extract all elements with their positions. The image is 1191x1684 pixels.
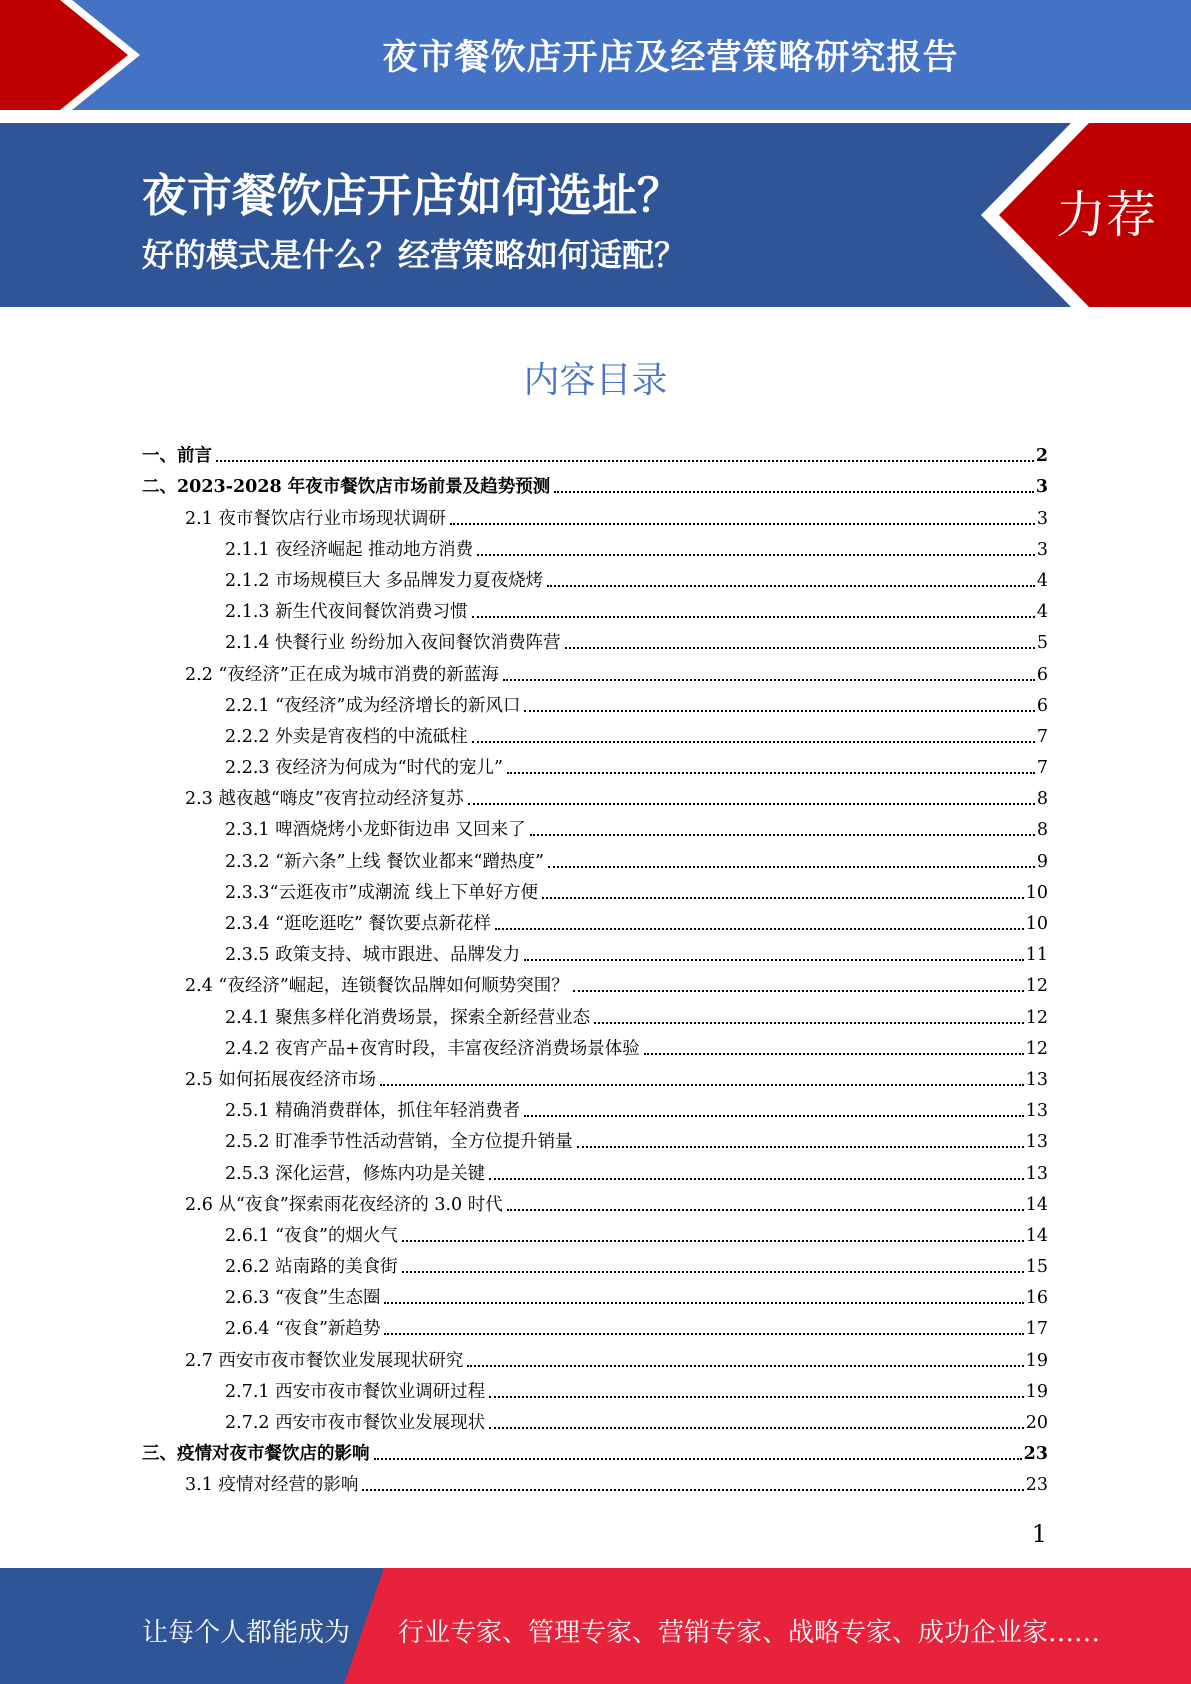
toc-entry-title: 2.1.4 快餐行业 纷纷加入夜间餐饮消费阵营 [225,633,561,654]
toc-entry-page: 9 [1036,851,1048,872]
top-header-bar [0,0,1191,110]
toc-entry-title: 2.3.1 啤酒烧烤小龙虾街边串 又回来了 [225,820,526,841]
toc-entry-page: 8 [1036,820,1048,841]
toc-entry[interactable] [142,1060,1048,1091]
toc-dot-leader [495,928,1024,930]
banner-headline: 夜市餐饮店开店如何选址？ [142,169,683,222]
toc-entry[interactable] [142,1091,1048,1122]
toc-entry[interactable] [142,935,1048,966]
toc-entry-title: 2.6.4 “夜食”新趋势 [225,1319,381,1340]
toc-entry-page: 12 [1025,976,1048,997]
toc-entry-title: 2.1 夜市餐饮店行业市场现状调研 [185,508,446,529]
toc-entry-page: 7 [1036,726,1048,747]
toc-dot-leader [573,990,1024,992]
page-number: 1 [1031,1520,1047,1548]
toc-dot-leader [472,741,1035,743]
toc-dot-leader [548,866,1035,868]
toc-dot-leader [565,647,1035,649]
toc-dot-leader [524,959,1024,961]
toc-entry-page: 20 [1025,1413,1048,1433]
toc-entry-title: 2.4.2 夜宵产品+夜宵时段，丰富夜经济消费场景体验 [225,1038,640,1059]
toc-entry-page: 11 [1025,945,1048,966]
toc-entry-title: 2.2 “夜经济”正在成为城市消费的新蓝海 [185,664,499,685]
toc-entry[interactable] [142,1029,1048,1060]
toc-entry[interactable] [142,904,1048,935]
toc-entry[interactable] [142,997,1048,1028]
toc-entry[interactable] [142,1122,1048,1153]
toc-dot-leader [362,1489,1023,1491]
toc-entry[interactable] [142,1372,1048,1403]
toc-entry-page: 16 [1025,1288,1048,1309]
toc-entry-page: 10 [1025,914,1048,934]
toc-entry-page: 7 [1036,758,1048,779]
toc-entry-title: 2.4 “夜经济”崛起，连锁餐饮品牌如何顺势突围？ [185,976,569,997]
toc-entry[interactable] [142,810,1048,841]
toc-entry[interactable] [142,1403,1048,1434]
footer-banner [0,1568,1191,1684]
toc-entry-title: 一、前言 [142,446,212,467]
toc-entry-title: 二、2023-2028 年夜市餐饮店市场前景及趋势预测 [142,477,551,498]
toc-entry[interactable] [142,530,1048,561]
toc-entry[interactable] [142,623,1048,654]
toc-entry-page: 15 [1025,1257,1048,1278]
toc-entry-page: 13 [1025,1101,1048,1122]
toc-entry-title: 2.6.1 “夜食”的烟火气 [225,1225,398,1246]
toc-entry[interactable] [142,841,1048,872]
toc-entry-title: 2.2.1 “夜经济”成为经济增长的新风口 [225,695,521,716]
toc-entry[interactable] [142,1216,1048,1247]
red-chevron-icon [0,0,160,110]
toc-dot-leader [524,1115,1024,1117]
toc-entry-page: 19 [1025,1381,1048,1402]
toc-entry-page: 13 [1025,1163,1048,1184]
toc-dot-leader [467,1365,1023,1367]
toc-dot-leader [507,772,1035,774]
toc-entry-page: 2 [1035,446,1048,467]
toc-entry-page: 4 [1036,570,1048,591]
footer-slogan-right: 行业专家、管理专家、营销专家、战略专家、成功企业家…… [398,1618,1101,1648]
footer-slogan-left: 让每个人都能成为 [142,1618,351,1648]
toc-entry-page: 14 [1025,1225,1048,1246]
toc-entry-title: 2.5.2 盯准季节性活动营销，全方位提升销量 [225,1132,573,1153]
banner-subheadline: 好的模式是什么？经营策略如何适配？ [142,236,687,274]
toc-entry[interactable] [142,686,1048,717]
toc-dot-leader [402,1271,1024,1273]
toc-entry-title: 2.1.1 夜经济崛起 推动地方消费 [225,539,474,560]
toc-dot-leader [402,1240,1024,1242]
toc-dot-leader [384,1302,1023,1304]
toc-entry-page: 23 [1023,1444,1048,1465]
toc-entry-title: 2.4.1 聚焦多样化消费场景，探索全新经营业态 [225,1007,591,1028]
toc-dot-leader [577,1146,1024,1148]
toc-entry-page: 17 [1025,1319,1048,1340]
toc-entry[interactable] [142,1309,1048,1340]
toc-dot-leader [489,1178,1024,1180]
toc-entry-page: 3 [1036,508,1048,529]
toc-entry[interactable] [142,654,1048,685]
toc-entry-page: 8 [1036,789,1048,810]
toc-dot-leader [450,523,1035,525]
toc-entry-title: 2.7.1 西安市夜市餐饮业调研过程 [225,1381,486,1402]
toc-entry[interactable] [142,436,1048,467]
toc-entry[interactable] [142,748,1048,779]
toc-entry-page: 23 [1025,1475,1048,1496]
toc-entry-title: 2.3 越夜越“嗨皮”夜宵拉动经济复苏 [185,789,464,810]
toc-entry[interactable] [142,1278,1048,1309]
toc-entry-title: 2.5.3 深化运营，修炼内功是关键 [225,1163,486,1184]
toc-dot-leader [524,710,1034,712]
toc-entry-title: 2.6.2 站南路的美食街 [225,1257,398,1278]
toc-entry[interactable] [142,592,1048,623]
toc-entry-title: 2.2.2 外卖是宵夜档的中流砥柱 [225,726,468,747]
toc-entry-page: 19 [1025,1350,1048,1371]
toc-entry[interactable] [142,873,1048,904]
title-banner [0,123,1191,307]
toc-entry-title: 2.1.3 新生代夜间餐饮消费习惯 [225,602,468,623]
toc-entry-page: 6 [1036,695,1048,716]
toc-entry[interactable] [142,1247,1048,1278]
toc-entry-page: 13 [1025,1132,1048,1153]
toc-entry[interactable] [142,498,1048,529]
toc-dot-leader [507,1209,1024,1211]
toc-entry-title: 2.6 从“夜食”探索雨花夜经济的 3.0 时代 [185,1194,503,1215]
toc-dot-leader [374,1458,1022,1460]
toc-entry-page: 13 [1025,1069,1048,1090]
toc-entry-title: 2.5.1 精确消费群体，抓住年轻消费者 [225,1101,521,1122]
toc-entry-page: 10 [1025,882,1048,903]
toc-entry[interactable] [142,779,1048,810]
toc-dot-leader [547,585,1035,587]
toc-entry-page: 3 [1035,477,1048,498]
toc-dot-leader [477,554,1035,556]
toc-entry[interactable] [142,1340,1048,1371]
toc-entry-page: 4 [1036,602,1048,623]
toc-entry-title: 2.3.5 政策支持、城市跟进、品牌发力 [225,945,521,966]
toc-entry-page: 5 [1036,633,1048,654]
toc-entry-title: 2.2.3 夜经济为何成为“时代的宠儿” [225,758,503,779]
toc-entry-title: 2.7 西安市夜市餐饮业发展现状研究 [185,1350,464,1371]
toc-entry[interactable] [142,1153,1048,1184]
toc-entry-page: 12 [1025,1038,1048,1059]
toc-dot-leader [384,1333,1023,1335]
toc-entry-page: 3 [1036,539,1048,560]
toc-dot-leader [468,803,1035,805]
toc-dot-leader [542,897,1024,899]
toc-entry[interactable] [142,1465,1048,1496]
toc-title: 内容目录 [523,360,668,401]
toc-entry-page: 14 [1025,1194,1048,1215]
toc-dot-leader [530,834,1035,836]
toc-dot-leader [503,679,1035,681]
toc-entry[interactable] [142,1434,1048,1465]
toc-dot-leader [489,1396,1024,1398]
toc-dot-leader [472,616,1035,618]
toc-entry-page: 12 [1025,1007,1048,1028]
toc-entry[interactable] [142,966,1048,997]
recommend-label: 力荐 [1056,186,1156,244]
toc-entry[interactable] [142,1185,1048,1216]
toc-dot-leader [216,460,1034,462]
toc-entry[interactable] [142,467,1048,498]
table-of-contents [142,436,1048,1496]
toc-entry-page: 6 [1036,664,1048,685]
toc-entry-title: 3.1 疫情对经营的影响 [185,1475,359,1496]
toc-entry-title: 2.3.2 “新六条”上线 餐饮业都来“蹭热度” [225,851,544,872]
toc-dot-leader [380,1084,1024,1086]
toc-entry-title: 2.5 如何拓展夜经济市场 [185,1069,376,1090]
toc-dot-leader [644,1053,1024,1055]
toc-dot-leader [554,491,1034,493]
toc-entry[interactable] [142,717,1048,748]
toc-entry-title: 三、疫情对夜市餐饮店的影响 [142,1444,370,1465]
toc-entry-title: 2.6.3 “夜食”生态圈 [225,1288,381,1309]
toc-dot-leader [594,1022,1024,1024]
toc-entry[interactable] [142,561,1048,592]
report-title: 夜市餐饮店开店及经营策略研究报告 [382,38,959,78]
toc-entry-title: 2.3.4 “逛吃逛吃” 餐饮要点新花样 [225,914,492,934]
toc-entry-title: 2.7.2 西安市夜市餐饮业发展现状 [225,1413,486,1433]
toc-entry-title: 2.1.2 市场规模巨大 多品牌发力夏夜烧烤 [225,570,544,591]
toc-dot-leader [489,1427,1024,1429]
toc-entry-title: 2.3.3“云逛夜市”成潮流 线上下单好方便 [225,882,538,903]
